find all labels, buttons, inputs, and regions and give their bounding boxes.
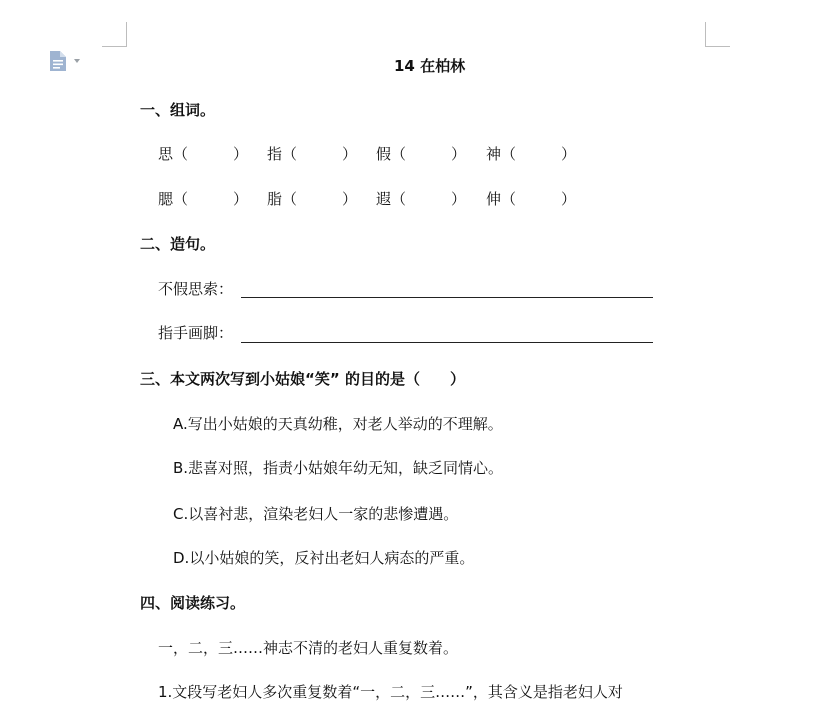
- document-icon: [48, 50, 68, 72]
- quote-text: 神志不清的老妇人重复数着。: [263, 639, 459, 657]
- caret-down-icon: [74, 59, 80, 63]
- paren-close: ）: [342, 190, 358, 208]
- answer-line: [241, 342, 653, 343]
- reading-quote: [158, 638, 458, 658]
- word-item: 脂（: [267, 190, 298, 208]
- page-corner-top-left: [102, 22, 127, 47]
- word-item: 神（: [486, 145, 517, 163]
- paren-close: ）: [561, 145, 577, 163]
- paren-close: ）: [561, 190, 577, 208]
- option-a: A.写出小姑娘的天真幼稚，对老人举动的不理解。: [173, 415, 503, 433]
- word-item: 伸（: [486, 190, 517, 208]
- section-heading-1: 一、组词。: [140, 101, 216, 119]
- section-heading-4: 四、阅读练习。: [140, 594, 246, 612]
- page-corner-top-right: [705, 22, 730, 47]
- paren-close: ）: [342, 145, 358, 163]
- paren-close: ）: [233, 145, 249, 163]
- option-d: D.以小姑娘的笑，反衬出老妇人病态的严重。: [173, 549, 475, 567]
- paren-close: ）: [233, 190, 249, 208]
- option-c: C.以喜衬悲，渲染老妇人一家的悲惨遭遇。: [173, 505, 459, 523]
- page-title: 14 在柏林: [394, 57, 466, 75]
- question-1: 1.文段写老妇人多次重复数着“一，二，三……”，其含义是指老妇人对: [158, 683, 623, 701]
- section-heading-2: 二、造句。: [140, 235, 216, 253]
- quote-prefix: 一，二，三……: [158, 639, 264, 657]
- word-item: 思（: [158, 145, 189, 163]
- word-item: 腮（: [158, 190, 189, 208]
- sentence-label: 指手画脚：: [158, 324, 234, 342]
- section-heading-3: 三、本文两次写到小姑娘“笑” 的目的是（ ）: [140, 370, 465, 388]
- option-b: B.悲喜对照，指责小姑娘年幼无知，缺乏同情心。: [173, 459, 504, 477]
- answer-line: [241, 297, 653, 298]
- sentence-label: 不假思索：: [158, 280, 234, 298]
- paren-close: ）: [451, 145, 467, 163]
- word-item: 指（: [267, 145, 298, 163]
- paren-close: ）: [451, 190, 467, 208]
- document-menu-button[interactable]: [48, 50, 80, 72]
- word-item: 假（: [376, 145, 407, 163]
- word-item: 遐（: [376, 190, 407, 208]
